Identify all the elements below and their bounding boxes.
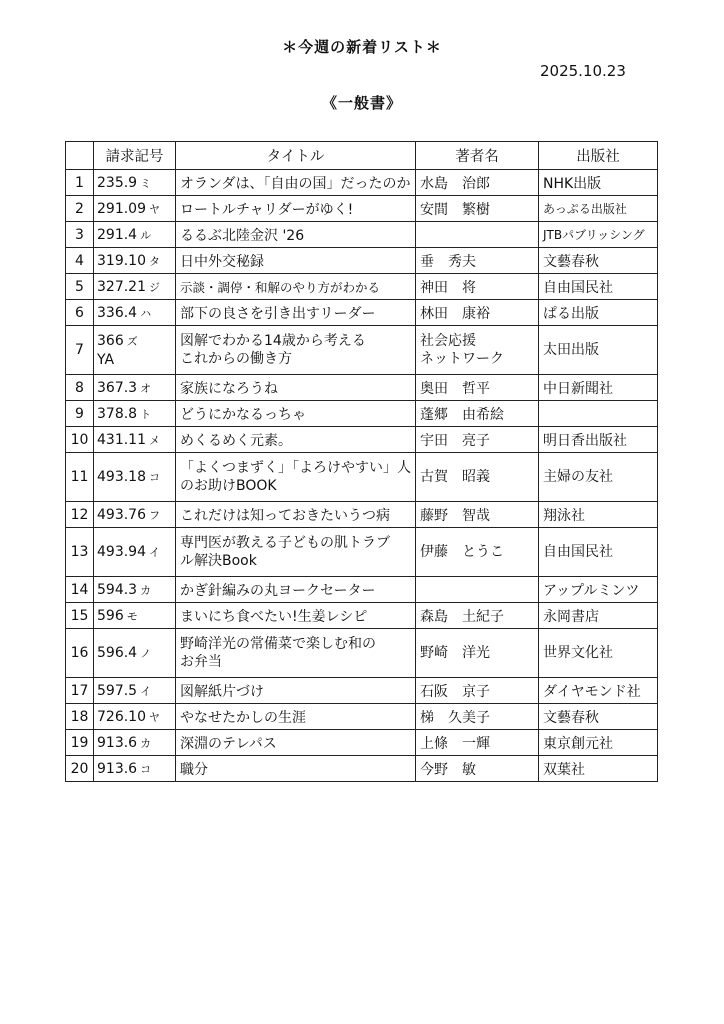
publisher-cell: 文藝春秋: [539, 704, 658, 730]
call-number-kana: ヤ: [149, 710, 160, 724]
call-number-kana: ズ: [126, 334, 138, 348]
publisher-cell: 自由国民社: [539, 528, 658, 577]
author-cell: [416, 756, 539, 782]
author-cell: [416, 730, 539, 756]
book-title-line2: お弁当: [180, 654, 222, 670]
row-number: 7: [66, 326, 94, 375]
publisher-cell: 明日香出版社: [539, 427, 658, 453]
col-header-publisher: 出版社: [539, 142, 658, 170]
table-row: [66, 502, 658, 528]
call-number-cell: [94, 704, 176, 730]
author-cell: [416, 375, 539, 401]
title-cell: [176, 401, 416, 427]
author-cell: [416, 326, 539, 375]
row-number: 4: [66, 248, 94, 274]
author-name: 今野 敏: [420, 761, 476, 778]
call-number-cell: [94, 730, 176, 756]
author-name: 水島 治郎: [420, 175, 490, 192]
call-number: 493.76: [97, 506, 146, 523]
author-name: 上條 一輝: [420, 735, 490, 752]
col-header-author: 著者名: [416, 142, 539, 170]
book-title: 図解でわかる14歳から考える: [180, 333, 366, 349]
call-number: 594.3: [97, 581, 138, 598]
author-name: 社会応援: [420, 333, 476, 349]
book-title: これだけは知っておきたいうつ病: [180, 507, 390, 524]
call-number-cell: [94, 248, 176, 274]
author-cell: [416, 528, 539, 577]
table-row: [66, 248, 658, 274]
publisher-cell: 文藝春秋: [539, 248, 658, 274]
author-name: 垂 秀夫: [420, 253, 476, 270]
publisher-cell: ぱる出版: [539, 300, 658, 326]
author-cell: [416, 453, 539, 502]
call-number: 366: [97, 332, 124, 349]
author-cell: [416, 222, 539, 248]
table-row: [66, 756, 658, 782]
call-number: 493.94: [97, 543, 146, 560]
call-number-kana: ル: [140, 228, 152, 242]
author-cell: [416, 170, 539, 196]
call-number: 235.9: [97, 174, 138, 191]
call-number: 327.21: [97, 278, 146, 295]
book-title: るるぶ北陸金沢 '26: [180, 227, 305, 244]
row-number: 1: [66, 170, 94, 196]
title-cell: [176, 730, 416, 756]
list-date: 2025.10.23: [540, 62, 626, 80]
call-number-kana: イ: [149, 545, 160, 559]
author-name: 石阪 京子: [420, 683, 490, 700]
table-row: [66, 603, 658, 629]
row-number: 8: [66, 375, 94, 401]
page-title: ＊今週の新着リスト＊: [282, 38, 442, 56]
table-row: [66, 274, 658, 300]
row-number: 19: [66, 730, 94, 756]
row-number: 12: [66, 502, 94, 528]
call-number: 596.4: [97, 644, 138, 661]
table-row: [66, 196, 658, 222]
row-number: 5: [66, 274, 94, 300]
call-number: 378.8: [97, 405, 138, 422]
title-cell: [176, 326, 416, 375]
book-title: 家族になろうね: [180, 380, 278, 397]
publisher-cell: 太田出版: [539, 326, 658, 375]
call-number-kana: フ: [149, 508, 160, 522]
table-header-row: [66, 142, 658, 170]
row-number: 15: [66, 603, 94, 629]
call-number-cell: [94, 603, 176, 629]
call-number-cell: [94, 577, 176, 603]
author-name: 蓬郷 由希絵: [420, 406, 504, 423]
publisher-cell: 自由国民社: [539, 274, 658, 300]
title-cell: [176, 603, 416, 629]
title-cell: [176, 427, 416, 453]
call-number-cell: [94, 170, 176, 196]
call-number-cell: [94, 196, 176, 222]
book-title: 専門医が教える子どもの肌トラブ: [180, 535, 390, 551]
row-number: 3: [66, 222, 94, 248]
author-name: 藤野 智哉: [420, 507, 490, 524]
call-number-cell: [94, 502, 176, 528]
call-number: 493.18: [97, 468, 146, 485]
call-number-cell: [94, 528, 176, 577]
call-number-cell: [94, 222, 176, 248]
title-cell: [176, 528, 416, 577]
call-number: 319.10: [97, 252, 146, 269]
table-row: [66, 222, 658, 248]
call-number-suffix: YA: [97, 351, 115, 368]
author-cell: [416, 401, 539, 427]
title-cell: [176, 629, 416, 678]
book-title-line2: のお助けBOOK: [180, 478, 277, 494]
book-title: やなせたかしの生涯: [180, 709, 306, 726]
book-title: めくるめく元素。: [180, 432, 292, 449]
call-number-cell: [94, 401, 176, 427]
book-title: 野崎洋光の常備菜で楽しむ和の: [180, 636, 376, 652]
table-row: [66, 528, 658, 577]
call-number-cell: [94, 427, 176, 453]
row-number: 18: [66, 704, 94, 730]
call-number-cell: [94, 274, 176, 300]
title-cell: [176, 170, 416, 196]
call-number: 597.5: [97, 682, 138, 699]
publisher-cell: あっぷる出版社: [539, 196, 658, 222]
publisher-cell: 中日新聞社: [539, 375, 658, 401]
book-title: オランダは、「自由の国」だったのか: [180, 175, 411, 192]
call-number-cell: [94, 300, 176, 326]
call-number-kana: ノ: [140, 646, 152, 660]
title-cell: [176, 375, 416, 401]
book-title-line2: ル解決Book: [180, 553, 257, 569]
call-number: 336.4: [97, 304, 138, 321]
book-title: 図解紙片づけ: [180, 683, 264, 700]
call-number-kana: ハ: [140, 306, 152, 320]
row-number: 10: [66, 427, 94, 453]
table-row: [66, 300, 658, 326]
row-number: 14: [66, 577, 94, 603]
row-number: 13: [66, 528, 94, 577]
section-heading: 《一般書》: [321, 94, 402, 112]
table-row: [66, 577, 658, 603]
book-title: 示談・調停・和解のやり方がわかる: [180, 279, 381, 295]
title-cell: [176, 756, 416, 782]
author-name: 宇田 亮子: [420, 432, 490, 449]
book-title: 職分: [180, 761, 208, 778]
title-cell: [176, 502, 416, 528]
row-number: 2: [66, 196, 94, 222]
call-number-cell: [94, 326, 176, 375]
title-cell: [176, 678, 416, 704]
author-name: 梯 久美子: [420, 709, 490, 726]
call-number: 291.09: [97, 200, 146, 217]
book-title: 「よくつまずく」「よろけやすい」人: [180, 460, 411, 476]
call-number-kana: タ: [149, 254, 160, 268]
author-cell: [416, 577, 539, 603]
author-cell: [416, 603, 539, 629]
author-name: 伊藤 とうこ: [420, 544, 504, 560]
table-row: [66, 453, 658, 502]
book-title: 深淵のテレパス: [180, 735, 277, 752]
title-cell: [176, 704, 416, 730]
call-number-cell: [94, 678, 176, 704]
table-row: [66, 401, 658, 427]
author-cell: [416, 196, 539, 222]
title-cell: [176, 196, 416, 222]
author-cell: [416, 704, 539, 730]
call-number: 726.10: [97, 708, 146, 725]
call-number-kana: ミ: [140, 176, 152, 190]
call-number-cell: [94, 375, 176, 401]
author-name-line2: ネットワーク: [420, 351, 504, 367]
publisher-cell: 世界文化社: [539, 629, 658, 678]
table-row: [66, 629, 658, 678]
book-title: ロートルチャリダーがゆく!: [180, 201, 354, 218]
publisher-cell: 東京創元社: [539, 730, 658, 756]
row-number: 6: [66, 300, 94, 326]
table-row: [66, 704, 658, 730]
publisher-cell: 翔泳社: [539, 502, 658, 528]
call-number: 596: [97, 607, 124, 624]
title-cell: [176, 248, 416, 274]
author-cell: [416, 502, 539, 528]
author-cell: [416, 427, 539, 453]
publisher-cell: 双葉社: [539, 756, 658, 782]
call-number-kana: コ: [140, 762, 152, 776]
author-cell: [416, 678, 539, 704]
book-title: かぎ針編みの丸ヨークセーター: [180, 582, 376, 599]
author-name: 神田 将: [420, 279, 476, 296]
author-cell: [416, 300, 539, 326]
publisher-cell: 主婦の友社: [539, 453, 658, 502]
call-number-kana: カ: [140, 583, 152, 597]
call-number-cell: [94, 629, 176, 678]
book-title: どうにかなるっちゃ: [180, 406, 306, 423]
publisher-cell: [539, 401, 658, 427]
call-number-kana: モ: [126, 609, 138, 623]
title-cell: [176, 453, 416, 502]
call-number-cell: [94, 756, 176, 782]
author-name: 野崎 洋光: [420, 645, 490, 661]
row-number: 20: [66, 756, 94, 782]
row-number: 9: [66, 401, 94, 427]
call-number: 367.3: [97, 379, 138, 396]
call-number-cell: [94, 453, 176, 502]
call-number-kana: ヤ: [149, 202, 160, 216]
book-title-line2: これからの働き方: [180, 351, 292, 367]
author-name: 林田 康裕: [420, 305, 490, 322]
author-name: 奥田 哲平: [420, 380, 490, 397]
row-number: 16: [66, 629, 94, 678]
table-row: [66, 326, 658, 375]
title-cell: [176, 274, 416, 300]
call-number-kana: カ: [140, 736, 152, 750]
title-cell: [176, 222, 416, 248]
author-cell: [416, 274, 539, 300]
publisher-cell: NHK出版: [539, 170, 658, 196]
col-header-title: タイトル: [176, 142, 416, 170]
call-number: 913.6: [97, 734, 138, 751]
book-title: 日中外交秘録: [180, 253, 264, 270]
row-number: 17: [66, 678, 94, 704]
publisher-cell: 永岡書店: [539, 603, 658, 629]
publisher-cell: JTBパブリッシング: [539, 222, 658, 248]
table-row: [66, 427, 658, 453]
call-number-kana: コ: [149, 470, 160, 484]
call-number-kana: イ: [140, 684, 152, 698]
call-number: 431.11: [97, 431, 146, 448]
title-cell: [176, 577, 416, 603]
author-cell: [416, 629, 539, 678]
author-name: 古賀 昭義: [420, 469, 490, 485]
author-name: 安間 繁樹: [420, 201, 490, 218]
publisher-cell: ダイヤモンド社: [539, 678, 658, 704]
table-row: [66, 170, 658, 196]
author-cell: [416, 248, 539, 274]
book-title: まいにち食べたい!生姜レシピ: [180, 608, 368, 625]
call-number: 291.4: [97, 226, 138, 243]
table-row: [66, 678, 658, 704]
col-header-call-number: 請求記号: [94, 142, 176, 170]
publisher-cell: アップルミンツ: [539, 577, 658, 603]
row-number: 11: [66, 453, 94, 502]
table-row: [66, 375, 658, 401]
new-books-table: [65, 141, 658, 782]
call-number-kana: メ: [149, 433, 160, 447]
author-name: 森島 土紀子: [420, 608, 504, 625]
call-number-kana: ジ: [149, 280, 160, 294]
book-title: 部下の良さを引き出すリーダー: [180, 305, 376, 322]
call-number-kana: ト: [140, 407, 152, 421]
table-row: [66, 730, 658, 756]
col-header-number: [66, 142, 94, 170]
call-number-kana: オ: [140, 381, 152, 395]
call-number: 913.6: [97, 760, 138, 777]
title-cell: [176, 300, 416, 326]
